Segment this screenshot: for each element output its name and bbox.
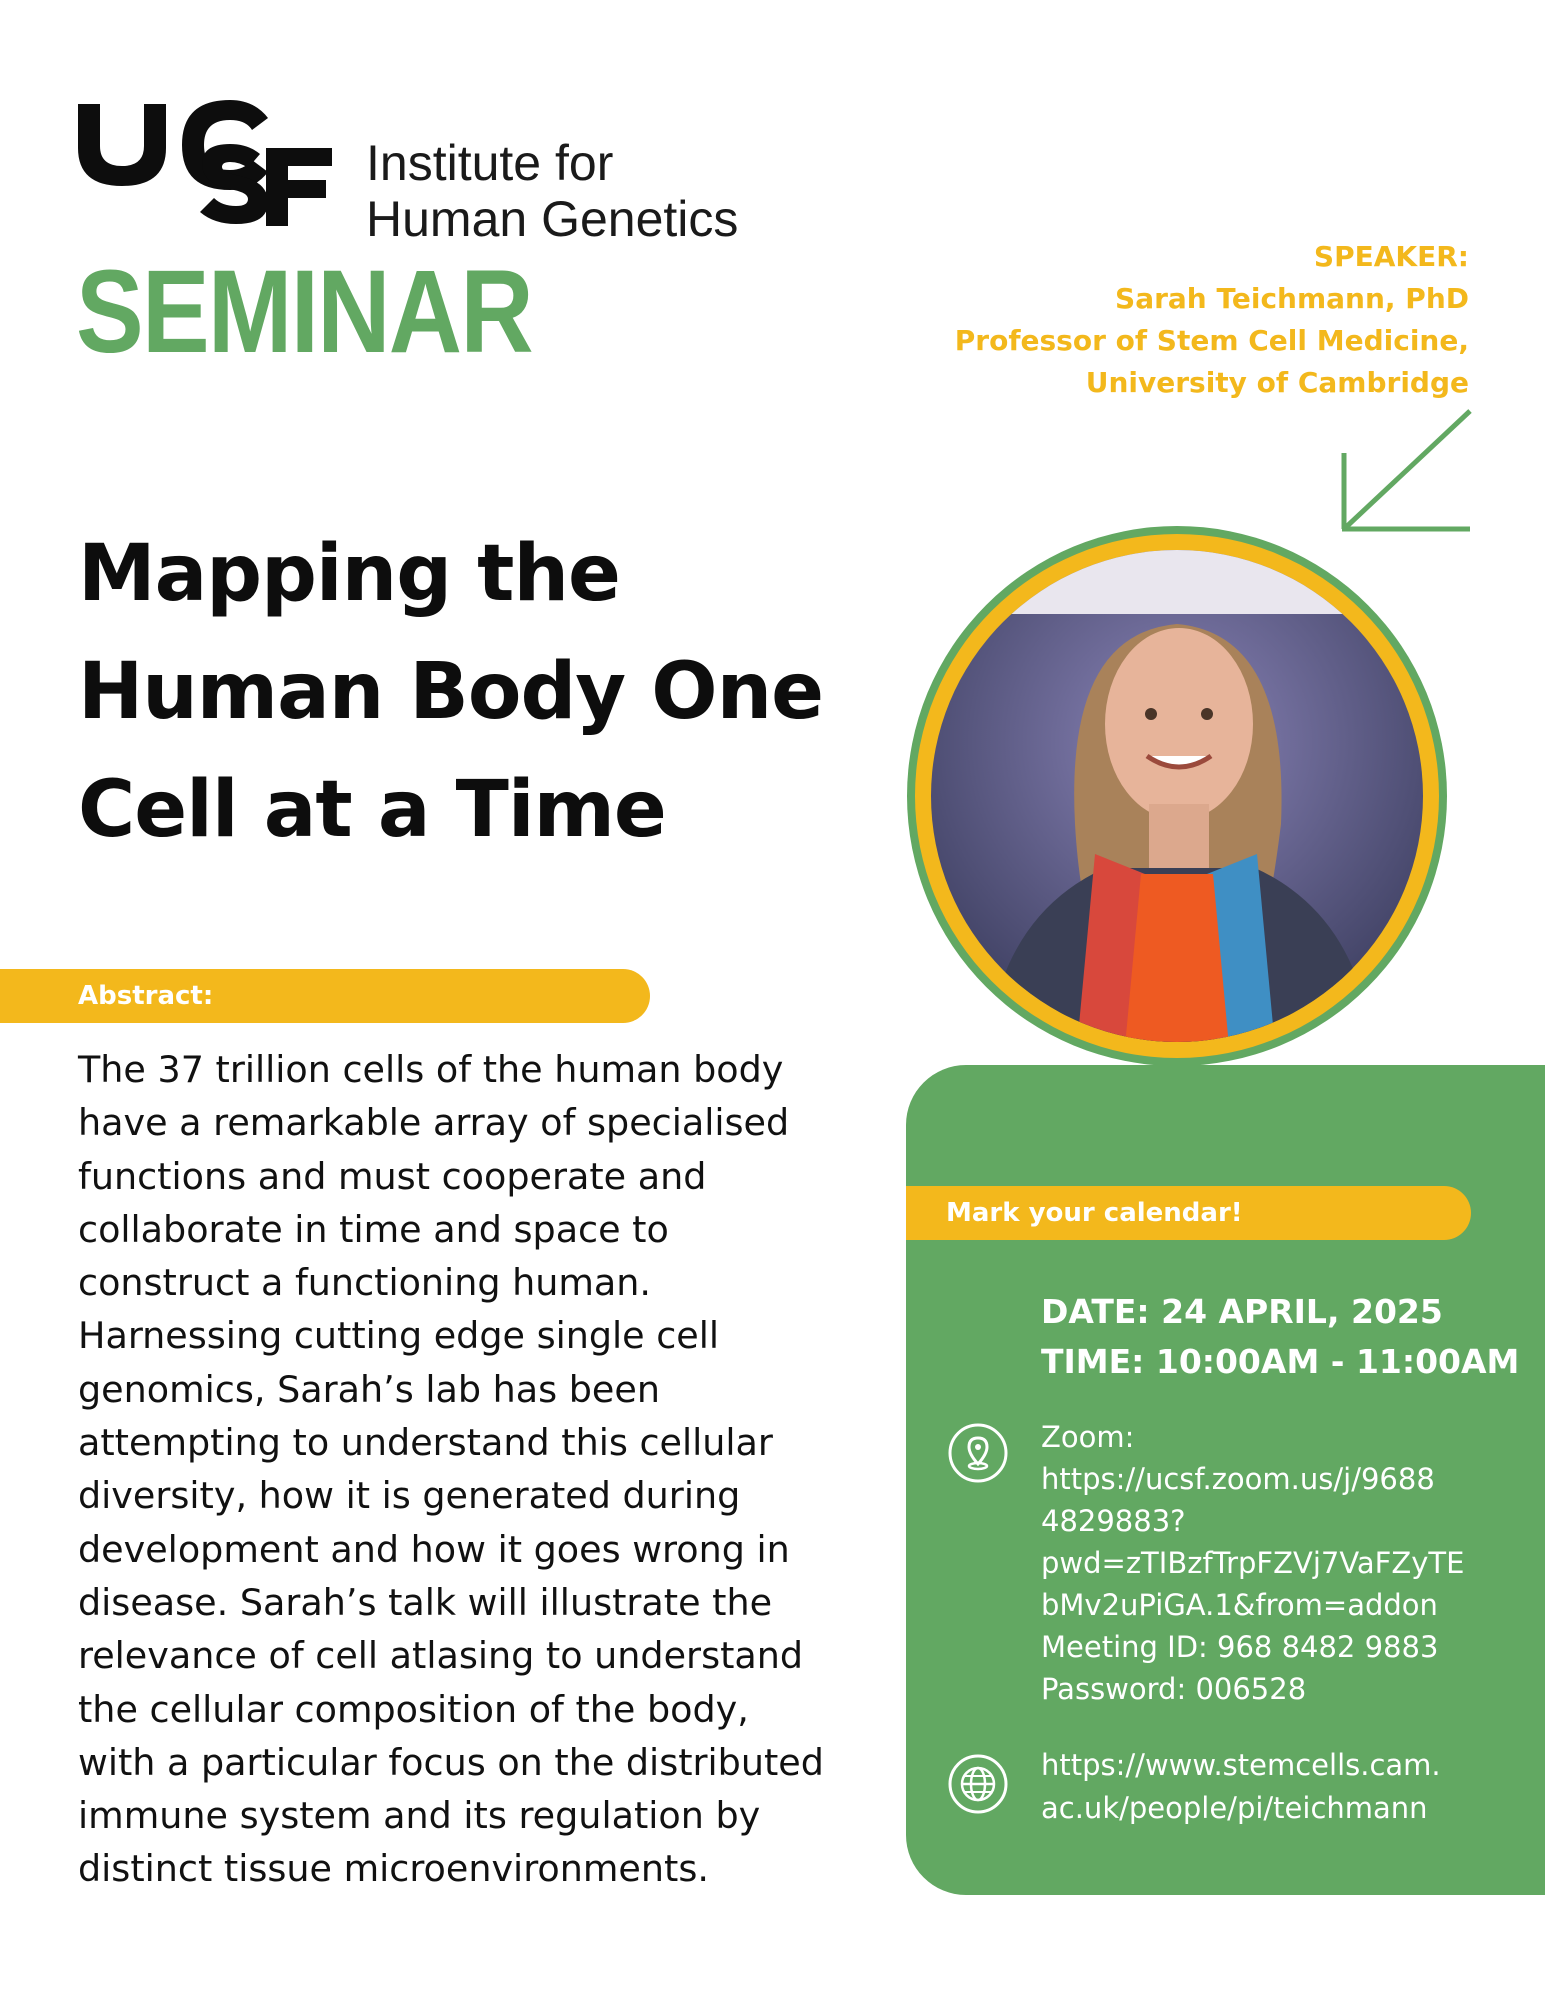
abstract-line: Harnessing cutting edge single cell — [78, 1314, 720, 1358]
institute-name: Institute for Human Genetics — [366, 135, 739, 247]
event-time: TIME: 10:00AM - 11:00AM — [1041, 1342, 1520, 1381]
zoom-link[interactable]: 4829883? — [1041, 1504, 1186, 1538]
abstract-line: construct a functioning human. — [78, 1261, 652, 1305]
meeting-password: Password: 006528 — [1041, 1672, 1307, 1706]
abstract-line: collaborate in time and space to — [78, 1207, 669, 1251]
title-line: Human Body One — [78, 647, 824, 737]
speaker-affiliation: University of Cambridge — [1085, 366, 1469, 399]
abstract-line: diversity, how it is generated during — [78, 1474, 741, 1518]
abstract-line: relevance of cell atlasing to understand — [78, 1634, 804, 1678]
website-line[interactable]: https://www.stemcells.cam. — [1041, 1748, 1441, 1782]
zoom-label: Zoom: — [1041, 1420, 1135, 1454]
arrow-down-left-icon — [1330, 405, 1475, 540]
speaker-portrait — [905, 524, 1449, 1068]
meeting-id: Meeting ID: 968 8482 9883 — [1041, 1630, 1439, 1664]
abstract-text — [78, 1043, 908, 1896]
website-link[interactable] — [1041, 1744, 1441, 1830]
globe-icon — [947, 1753, 1009, 1815]
zoom-link[interactable]: https://ucsf.zoom.us/j/9688 — [1041, 1462, 1435, 1496]
talk-title — [78, 515, 898, 869]
abstract-label: Abstract: — [78, 981, 214, 1011]
speaker-block — [869, 236, 1469, 404]
ucsf-logo — [76, 100, 336, 230]
abstract-line: genomics, Sarah’s lab has been — [78, 1367, 660, 1411]
zoom-link[interactable]: bMv2uPiGA.1&from=addon — [1041, 1588, 1438, 1622]
abstract-line: The 37 trillion cells of the human body — [78, 1048, 784, 1091]
abstract-line: with a particular focus on the distributed — [78, 1740, 824, 1784]
zoom-details — [1041, 1416, 1464, 1710]
abstract-line: distinct tissue microenvironments. — [78, 1847, 709, 1891]
zoom-link[interactable]: pwd=zTIBzfTrpFZVj7VaFZyTE — [1041, 1546, 1465, 1580]
abstract-line: functions and must cooperate and — [78, 1154, 707, 1198]
speaker-name: Sarah Teichmann, PhD — [1115, 282, 1469, 315]
abstract-line: have a remarkable array of specialised — [78, 1101, 790, 1145]
abstract-line: the cellular composition of the body, — [78, 1687, 749, 1731]
location-pin-icon — [947, 1422, 1009, 1484]
seminar-heading: SEMINAR — [76, 246, 532, 378]
event-date: DATE: 24 APRIL, 2025 — [1041, 1292, 1443, 1331]
ucsf-logo-mark — [76, 100, 336, 230]
title-line: Cell at a Time — [78, 765, 666, 855]
event-datetime — [1041, 1287, 1519, 1387]
abstract-line: disease. Sarah’s talk will illustrate the — [78, 1580, 773, 1624]
title-line: Mapping the — [78, 529, 620, 619]
abstract-line: attempting to understand this cellular — [78, 1421, 773, 1465]
speaker-label: SPEAKER: — [1313, 240, 1469, 273]
calendar-label: Mark your calendar! — [946, 1198, 1243, 1228]
abstract-line: immune system and its regulation by — [78, 1794, 761, 1838]
website-line[interactable]: ac.uk/people/pi/teichmann — [1041, 1791, 1428, 1825]
abstract-line: development and how it goes wrong in — [78, 1527, 790, 1571]
speaker-role: Professor of Stem Cell Medicine, — [954, 324, 1469, 357]
